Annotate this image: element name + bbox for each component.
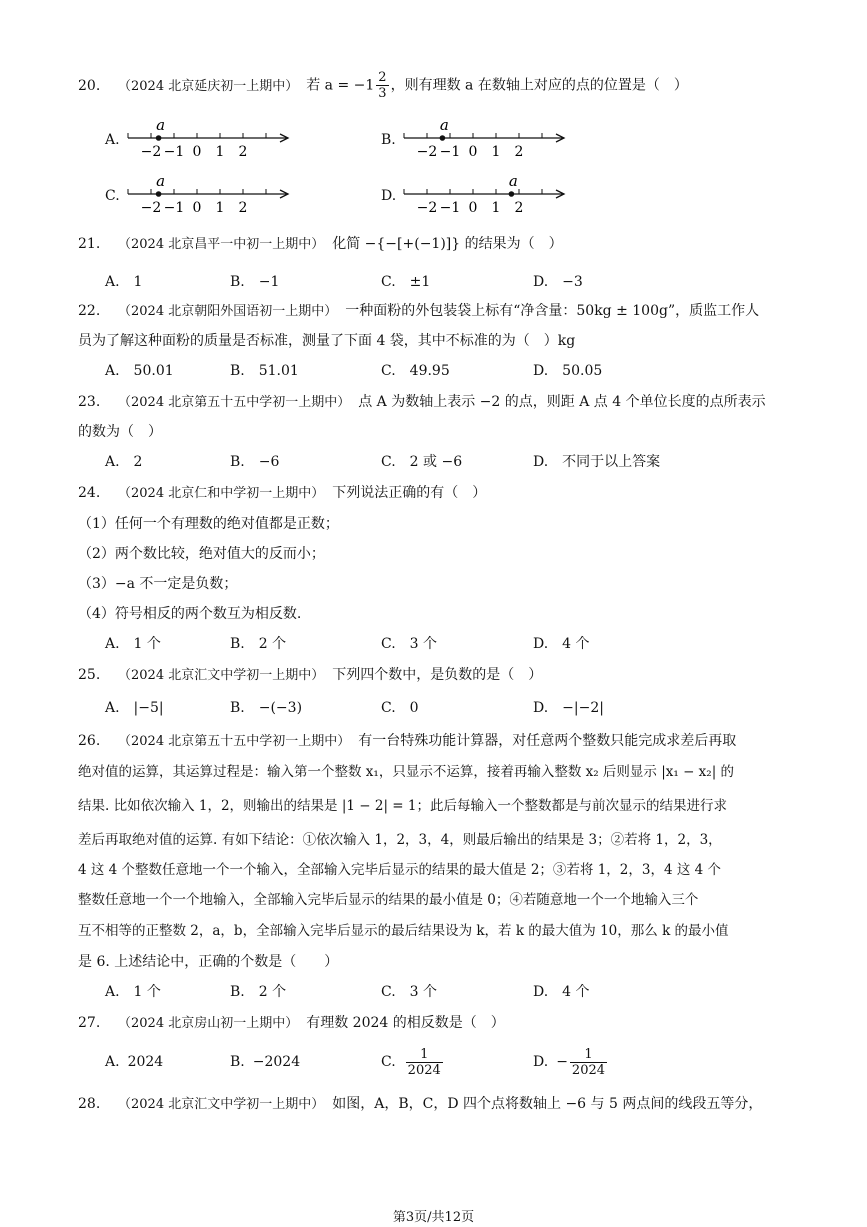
tick-label: −1: [439, 200, 461, 216]
q27-option-d[interactable]: D. − $\frac{1}{2024}$: [533, 1046, 606, 1078]
question-22-cont: 员为了解这种面粉的质量是否标准，测量了下面 4 袋，其中不标准的为（ ）kg: [78, 333, 576, 349]
tick-label: 2: [514, 144, 524, 160]
tick-label: −2: [416, 144, 438, 160]
q25-option-a[interactable]: A. |−5|: [105, 700, 164, 716]
question-21: [78, 229, 797, 260]
q23-option-a[interactable]: A. 2: [105, 454, 143, 470]
question-26-line: 互不相等的正整数 2，a，b，全部输入完毕后显示的最后结果设为 k，若 k 的最大值为 10，那么 k 的最小值: [78, 923, 729, 939]
q26-option-c[interactable]: C. 3 个: [381, 984, 438, 1000]
tick-label: −2: [140, 144, 162, 160]
option-d-label[interactable]: D.: [381, 188, 397, 204]
question-24: [78, 478, 797, 509]
q23-option-c[interactable]: C. 2 或 −6: [381, 454, 463, 470]
q27-option-a[interactable]: A. 2024: [105, 1054, 164, 1070]
question-number: 26.: [78, 733, 101, 749]
question-stem: 若 a = −1: [306, 77, 375, 94]
statement-item: （2）两个数比较，绝对值大的反而小；: [78, 546, 325, 562]
q26-option-b[interactable]: B. 2 个: [230, 984, 287, 1000]
q23-option-d[interactable]: D. 不同于以上答案: [533, 454, 661, 470]
q23-option-b[interactable]: B. −6: [230, 454, 280, 470]
point-label: a: [508, 172, 518, 190]
q27-option-b[interactable]: B. −2024: [230, 1054, 301, 1070]
q22-option-b[interactable]: B. 51.01: [230, 363, 299, 379]
q24-option-a[interactable]: A. 1 个: [105, 636, 161, 652]
number-lines-svg: [0, 0, 867, 240]
tick-label: −1: [163, 200, 185, 216]
option-a-label[interactable]: A.: [105, 132, 120, 148]
number-line-d: [404, 172, 564, 216]
point-label: a: [439, 116, 449, 134]
tick-label: −2: [140, 200, 162, 216]
fraction: $\frac{2}{3}$: [378, 70, 387, 101]
fraction: $\frac{1}{2024}$: [407, 1046, 441, 1078]
question-source: （2024 北京汇文中学初一上期中）: [118, 668, 325, 683]
q24-option-c[interactable]: C. 3 个: [381, 636, 438, 652]
question-source: （2024 北京房山初一上期中）: [118, 1016, 299, 1031]
question-source: （2024 北京仁和中学初一上期中）: [118, 486, 325, 501]
tick-label: −2: [416, 200, 438, 216]
q22-option-c[interactable]: C. 49.95: [381, 363, 450, 379]
q24-option-d[interactable]: D. 4 个: [533, 636, 590, 652]
q26-option-a[interactable]: A. 1 个: [105, 984, 161, 1000]
q25-option-c[interactable]: C. 0: [381, 700, 419, 716]
tick-label: 1: [215, 144, 225, 160]
q25-option-d[interactable]: D. −|−2|: [533, 700, 604, 716]
point-a: [509, 191, 515, 197]
tick-label: 1: [215, 200, 225, 216]
tick-label: −1: [439, 144, 461, 160]
tick-label: 1: [491, 200, 501, 216]
question-number: 23.: [78, 394, 101, 410]
tick-label: −1: [163, 144, 185, 160]
number-line-a: [128, 116, 288, 160]
number-line-b: [404, 116, 564, 160]
question-26-line: 差后再取绝对值的运算. 有如下结论：①依次输入 1，2，3，4，则最后输出的结果是 3；②若将 1，2，3，: [78, 832, 722, 848]
question-number: 22.: [78, 303, 101, 319]
question-stem: 有理数 2024 的相反数是（ ）: [306, 1015, 505, 1031]
question-source: （2024 北京汇文中学初一上期中）: [118, 1097, 325, 1112]
point-a: [440, 135, 446, 141]
question-number: 24.: [78, 485, 101, 501]
question-number: 21.: [78, 236, 101, 252]
option-b-label[interactable]: B.: [381, 132, 396, 148]
tick-label: 0: [468, 200, 478, 216]
point-a: [156, 135, 162, 141]
question-source: （2024 北京延庆初一上期中）: [118, 78, 299, 94]
tick-label: 0: [192, 200, 202, 216]
fraction: $\frac{1}{2024}$: [571, 1046, 606, 1078]
point-a: [156, 191, 162, 197]
tick-label: 1: [491, 144, 501, 160]
question-28: [78, 1089, 797, 1120]
statement-item: （3）−a 不一定是负数；: [78, 576, 238, 592]
tick-label: 0: [468, 144, 478, 160]
question-source: （2024 北京朝阳外国语初一上期中）: [118, 304, 338, 319]
question-26-line: 结果. 比如依次输入 1，2，则输出的结果是 |1 − 2| = 1；此后每输入一个整数都是与前次显示的结果进行求: [78, 798, 727, 814]
q21-option-c[interactable]: C. ±1: [381, 274, 431, 290]
question-25: [78, 660, 797, 691]
q22-option-d[interactable]: D. 50.05: [533, 363, 603, 379]
q22-option-a[interactable]: A. 50.01: [105, 363, 174, 379]
tick-label: 2: [514, 200, 524, 216]
q26-option-d[interactable]: D. 4 个: [533, 984, 590, 1000]
question-26-line: 绝对值的运算，其运算过程是：输入第一个整数 x₁，只显示不运算，接着再输入整数 x₂ 后则显示 |x₁ − x₂| 的: [78, 764, 735, 780]
option-c-label[interactable]: C.: [105, 188, 120, 204]
statement-item: （4）符号相反的两个数互为相反数.: [78, 606, 302, 622]
point-label: a: [156, 172, 166, 190]
statement-item: （1）任何一个有理数的绝对值都是正数；: [78, 516, 339, 532]
question-source: （2024 北京第五十五中学初一上期中）: [118, 734, 351, 749]
question-stem: 有一台特殊功能计算器，对任意两个整数只能完成求差后再取: [358, 733, 737, 749]
point-label: a: [156, 116, 166, 134]
question-stem: 化简 −{−[+(−1)]} 的结果为（ ）: [332, 236, 563, 252]
q24-option-b[interactable]: B. 2 个: [230, 636, 287, 652]
tick-label: 0: [192, 144, 202, 160]
question-number: 20.: [78, 77, 101, 94]
question-23: [78, 387, 797, 418]
question-26: [78, 726, 797, 757]
question-27: [78, 1008, 797, 1039]
q21-option-b[interactable]: B. −1: [230, 274, 280, 290]
tick-label: 2: [238, 200, 248, 216]
question-source: （2024 北京第五十五中学初一上期中）: [118, 395, 351, 410]
q21-option-d[interactable]: D. −3: [533, 274, 583, 290]
question-number: 25.: [78, 667, 101, 683]
question-stem-end: ，则有理数 a 在数轴上对应的点的位置是（ ）: [390, 77, 688, 94]
tick-label: 2: [238, 144, 248, 160]
question-stem: 下列四个数中，是负数的是（ ）: [332, 667, 543, 683]
question-number: 28.: [78, 1096, 101, 1112]
q21-option-a[interactable]: A. 1: [105, 274, 143, 290]
number-line-c: [128, 172, 288, 216]
question-stem: 一种面粉的外包装袋上标有“净含量：50kg ± 100g”，质监工作人: [345, 303, 760, 319]
page-footer: 第3页/共12页: [392, 1210, 475, 1225]
question-22: [78, 296, 797, 327]
question-26-line: 是 6. 上述结论中，正确的个数是（ ）: [78, 954, 339, 970]
question-number: 27.: [78, 1015, 101, 1031]
q27-option-c[interactable]: C. $\frac{1}{2024}$: [381, 1046, 441, 1078]
question-26-line: 4 这 4 个整数任意地一个一个输入，全部输入完毕后显示的结果的最大值是 2；③若将 1，2，3，4 这 4 个: [78, 862, 722, 878]
question-stem: 下列说法正确的有（ ）: [332, 485, 487, 501]
question-23-cont: 的数为（ ）: [78, 424, 162, 440]
question-stem: 点 A 为数轴上表示 −2 的点，则距 A 点 4 个单位长度的点所表示: [358, 394, 766, 410]
question-26-line: 整数任意地一个一个地输入，全部输入完毕后显示的结果的最小值是 0；④若随意地一个一个地输入三个: [78, 892, 699, 908]
question-source: （2024 北京昌平一中初一上期中）: [118, 237, 325, 252]
question-stem: 如图，A，B，C，D 四个点将数轴上 −6 与 5 两点间的线段五等分，: [332, 1096, 763, 1112]
q25-option-b[interactable]: B. −(−3): [230, 700, 303, 716]
